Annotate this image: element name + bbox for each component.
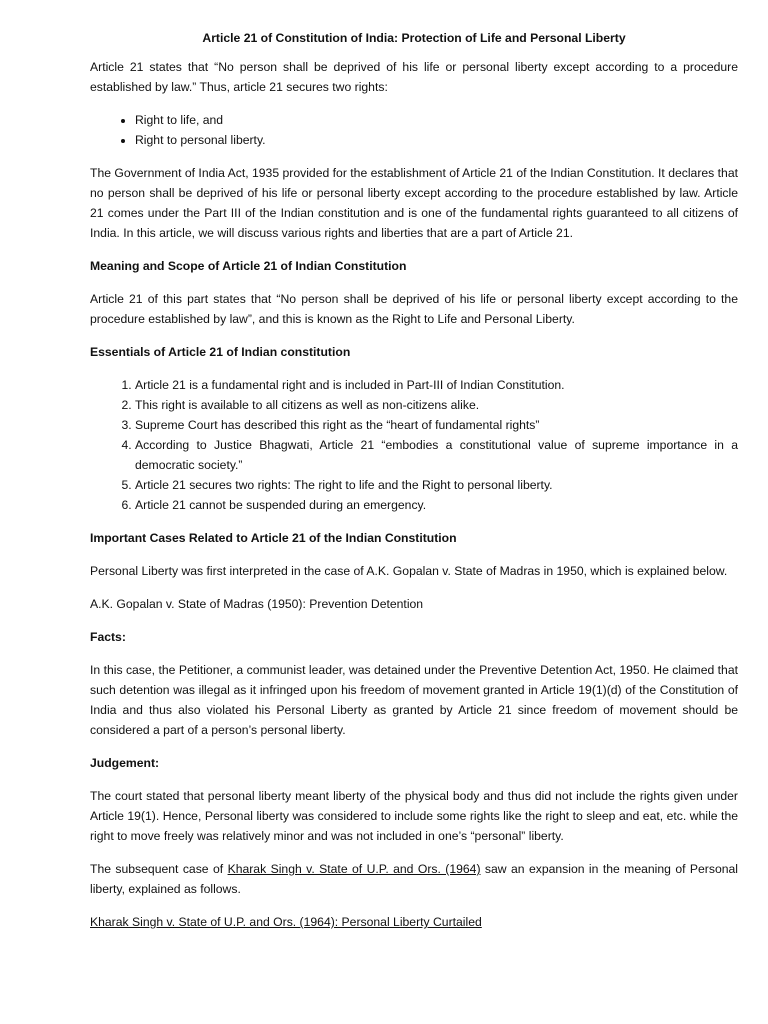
kharak-singh-link[interactable]: Kharak Singh v. State of U.P. and Ors. (1964): [227, 862, 481, 876]
meaning-paragraph: Article 21 of this part states that “No person shall be deprived of his life or personal liberty except according to the procedure established by law”, and this is known as the Right to Life and Personal Liberty.: [90, 292, 738, 326]
essentials-heading: Essentials of Article 21 of Indian constitution: [90, 345, 351, 359]
list-item: 3. Supreme Court has described this right as the “heart of fundamental rights”: [135, 415, 738, 435]
subsequent-case-paragraph: [90, 859, 738, 899]
rights-list: [90, 110, 738, 150]
cases-heading: Important Cases Related to Article 21 of the Indian Constitution: [90, 531, 457, 545]
subsequent-text-before: The subsequent case of: [90, 862, 228, 876]
first-interpreted-paragraph: Personal Liberty was first interpreted in the case of A.K. Gopalan v. State of Madras in 1950, which is explained below.: [90, 564, 728, 578]
list-item: • Right to personal liberty.: [135, 130, 738, 150]
list-item: 5. Article 21 secures two rights: The right to life and the Right to personal liberty.: [135, 475, 738, 495]
essentials-list: [90, 375, 738, 515]
facts-heading: Facts:: [90, 630, 126, 644]
list-item: 6. Article 21 cannot be suspended during an emergency.: [135, 495, 738, 515]
gov-act-paragraph: The Government of India Act, 1935 provided for the establishment of Article 21 of the Indian Constitution. It declares that no person shall be deprived of his life or personal liberty except according to the procedure established by law. Article 21 comes under the Part III of the Indian constitution and is one of the fundamental rights guaranteed to all citizens of India. In this article, we will discuss various rights and liberties that are a part of Article 21.: [90, 166, 738, 240]
gopalan-case-title: A.K. Gopalan v. State of Madras (1950): Prevention Detention: [90, 597, 424, 611]
meaning-heading: Meaning and Scope of Article 21 of Indian Constitution: [90, 259, 407, 273]
judgement-paragraph: The court stated that personal liberty meant liberty of the physical body and thus did not include the rights given under Article 19(1). Hence, Personal liberty was considered to include some rights like the right to sleep and eat, etc. while the right to move freely was relatively minor and was not included in one’s “personal” liberty.: [90, 789, 738, 843]
list-item: 4. According to Justice Bhagwati, Article 21 “embodies a constitutional value of supreme importance in a democratic society.”: [135, 435, 738, 475]
list-item: 1. Article 21 is a fundamental right and is included in Part-III of Indian Constitution.: [135, 375, 738, 395]
list-item: • Right to life, and: [135, 110, 738, 130]
judgement-heading: Judgement:: [90, 756, 160, 770]
subsequent-text-after: saw an expansion in the meaning of Personal liberty, explained as follows.: [90, 862, 738, 896]
facts-paragraph: In this case, the Petitioner, a communist leader, was detained under the Preventive Detention Act, 1950. He claimed that such detention was illegal as it infringed upon his freedom of movement granted in Article 19(1)(d) of the Constitution of India and thus also violated his Personal Liberty as granted by Article 21 since freedom of movement should be considered a part of a person’s personal liberty.: [90, 663, 738, 737]
list-item: 2. This right is available to all citizens as well as non-citizens alike.: [135, 395, 738, 415]
page-title: Article 21 of Constitution of India: Protection of Life and Personal Liberty: [202, 31, 626, 45]
kharak-case-title: Kharak Singh v. State of U.P. and Ors. (1964): Personal Liberty Curtailed: [90, 915, 482, 929]
intro-paragraph: Article 21 states that “No person shall be deprived of his life or personal liberty except according to a procedure established by law.” Thus, article 21 secures two rights:: [90, 60, 738, 94]
